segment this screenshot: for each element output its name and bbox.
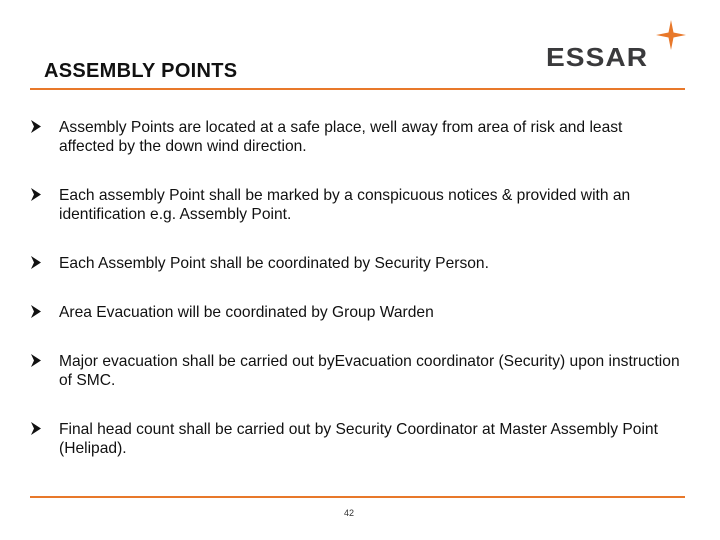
logo-star-icon <box>656 20 686 50</box>
bullet-item <box>30 118 680 156</box>
bullet-text: Area Evacuation will be coordinated by Group Warden <box>59 304 434 321</box>
bullet-item <box>30 254 680 273</box>
arrow-bullet-icon <box>30 187 42 202</box>
bullet-text: Major evacuation shall be carried out byEvacuation coordinator (Security) upon instruction of SMC. <box>59 353 680 389</box>
footer-divider <box>30 496 685 498</box>
bullet-text: Each assembly Point shall be marked by a conspicuous notices & provided with an identification e.g. Assembly Point. <box>59 187 631 223</box>
bullet-item <box>30 420 680 458</box>
bullet-item <box>30 186 680 224</box>
logo-text: ESSAR <box>546 42 649 72</box>
arrow-bullet-icon <box>30 255 42 270</box>
arrow-bullet-icon <box>30 353 42 368</box>
title-divider <box>30 88 685 90</box>
bullet-text: Each Assembly Point shall be coordinated by Security Person. <box>59 255 489 272</box>
arrow-bullet-icon <box>30 421 42 436</box>
slide-title: ASSEMBLY POINTS <box>44 60 238 82</box>
bullet-text: Final head count shall be carried out by Security Coordinator at Master Assembly Point (Helipad). <box>59 421 658 457</box>
bullet-item <box>30 352 680 390</box>
arrow-bullet-icon <box>30 119 42 134</box>
bullet-list <box>30 118 680 458</box>
bullet-item <box>30 303 680 322</box>
bullet-text: Assembly Points are located at a safe place, well away from area of risk and least affected by the down wind direction. <box>59 119 623 155</box>
arrow-bullet-icon <box>30 304 42 319</box>
essar-logo <box>546 20 688 70</box>
page-number: 42 <box>344 508 355 518</box>
